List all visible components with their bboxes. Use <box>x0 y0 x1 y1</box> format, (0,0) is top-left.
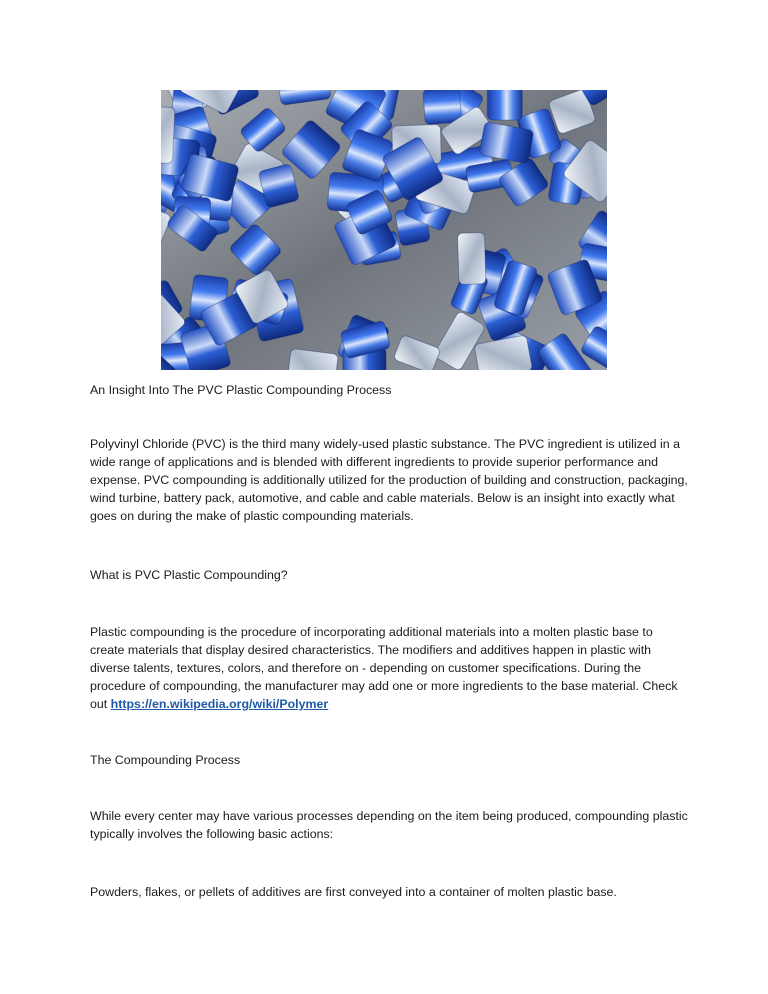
compounding-process-paragraph: While every center may have various processes depending on the item being produced, compounding plastic typically involves the following basic actions: <box>90 809 688 841</box>
wikipedia-polymer-link[interactable]: https://en.wikipedia.org/wiki/Polymer <box>110 697 329 711</box>
compounding-step-paragraph: Powders, flakes, or pellets of additives are first conveyed into a container of molten plastic base. <box>90 885 617 899</box>
plastic-pellets-image <box>161 90 607 370</box>
document-title: An Insight Into The PVC Plastic Compounding Process <box>90 383 392 397</box>
pellet <box>458 232 486 284</box>
pellet <box>487 90 522 120</box>
intro-paragraph: Polyvinyl Chloride (PVC) is the third many widely-used plastic substance. The PVC ingredient is utilized in a wide range of applications and is blended with different ingredients to provide superior performance and expense. PVC compounding is additionally utilized for the production of building and construction, packaging, wind turbine, battery pack, automotive, and cable and cable materials. Below is an insight into exactly what goes on during the make of plastic compounding materials. <box>90 437 688 523</box>
section-heading-what-is-pvc: What is PVC Plastic Compounding? <box>90 568 288 582</box>
plastic-pellets-photo <box>161 90 607 370</box>
what-is-pvc-paragraph <box>90 623 690 713</box>
what-is-pvc-text: Plastic compounding is the procedure of incorporating additional materials into a molten plastic base to create materials that display desired characteristics. The modifiers and additives happen in plastic with diverse talents, textures, colors, and therefore on - depending on customer specifications. During the procedure of compounding, the manufacturer may add one or more ingredients to the base material. Check out <box>90 625 678 711</box>
section-heading-compounding-process: The Compounding Process <box>90 753 241 767</box>
pellet <box>161 106 175 163</box>
